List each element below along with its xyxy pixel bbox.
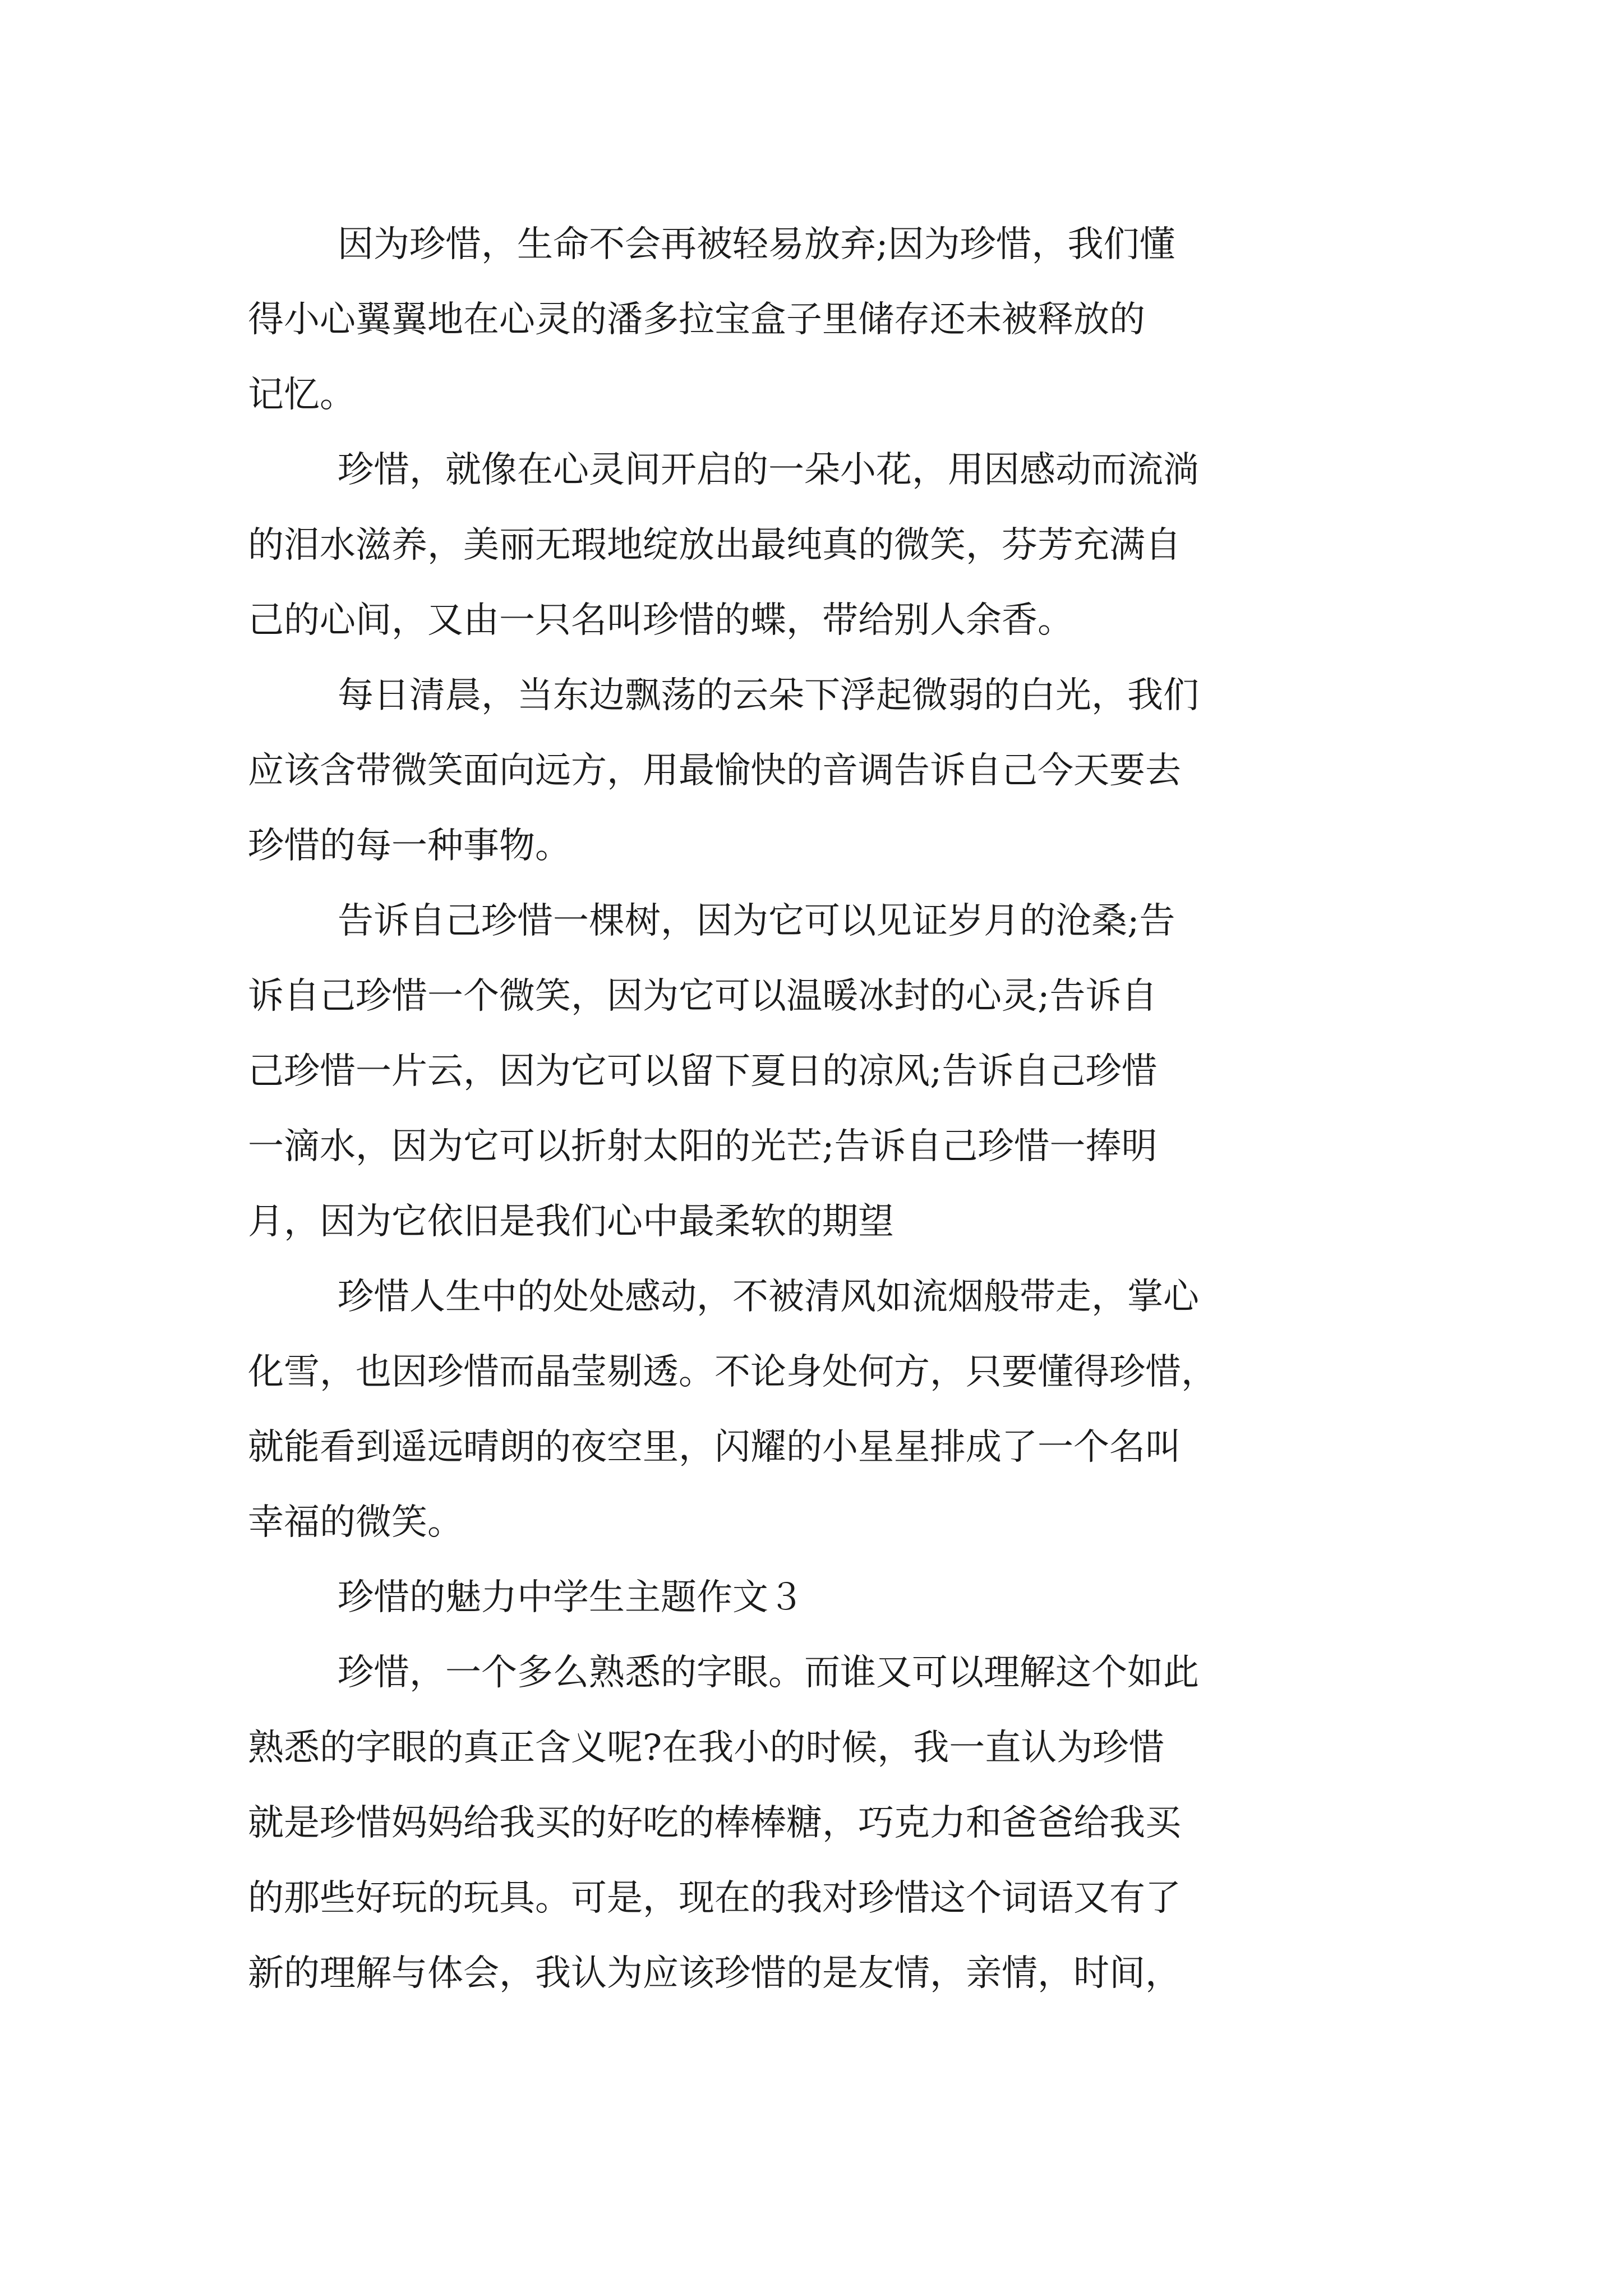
text-line: 就是珍惜妈妈给我买的好吃的棒棒糖，巧克力和爸爸给我买 [248,1802,1181,1844]
text-line: 珍惜的每一种事物。 [248,825,571,867]
text-line: 的泪水滋养，美丽无瑕地绽放出最纯真的微笑，芬芳充满自 [248,524,1181,566]
text-line: 因为珍惜，生命不会再被轻易放弃;因为珍惜，我们懂 [338,224,1175,265]
text-line: 每日清晨，当东边飘荡的云朵下浮起微弱的白光，我们 [338,675,1199,716]
text-line: 得小心翼翼地在心灵的潘多拉宝盒子里储存还未被释放的 [248,299,1145,341]
text-line: 珍惜，就像在心灵间开启的一朵小花，用因感动而流淌 [338,449,1199,491]
text-line: 幸福的微笑。 [248,1502,463,1543]
text-line: 月，因为它依旧是我们心中最柔软的期望 [248,1201,894,1243]
text-line: 己珍惜一片云，因为它可以留下夏日的凉风;告诉自己珍惜 [248,1051,1158,1092]
text-line: 告诉自己珍惜一棵树，因为它可以见证岁月的沧桑;告 [338,900,1175,942]
text-line: 就能看到遥远晴朗的夜空里，闪耀的小星星排成了一个名叫 [248,1427,1181,1468]
section-heading: 珍惜的魅力中学生主题作文３ [338,1577,804,1618]
text-line: 珍惜人生中的处处感动，不被清风如流烟般带走，掌心 [338,1276,1199,1318]
text-line: 记忆。 [248,374,356,416]
text-line: 的那些好玩的玩具。可是，现在的我对珍惜这个词语又有了 [248,1878,1181,1919]
text-line: 新的理解与体会，我认为应该珍惜的是友情，亲情，时间， [248,1953,1181,1994]
text-line: 诉自己珍惜一个微笑，因为它可以温暖冰封的心灵;告诉自 [248,976,1158,1017]
text-line: 熟悉的字眼的真正含义呢?在我小的时候，我一直认为珍惜 [248,1727,1165,1769]
text-line: 珍惜，一个多么熟悉的字眼。而谁又可以理解这个如此 [338,1652,1199,1694]
text-line: 一滴水，因为它可以折射太阳的光芒;告诉自己珍惜一捧明 [248,1126,1158,1167]
text-line: 化雪，也因珍惜而晶莹剔透。不论身处何方，只要懂得珍惜， [248,1351,1217,1393]
text-line: 己的心间，又由一只名叫珍惜的蝶，带给别人余香。 [248,600,1073,641]
text-line: 应该含带微笑面向远方，用最愉快的音调告诉自己今天要去 [248,750,1181,792]
